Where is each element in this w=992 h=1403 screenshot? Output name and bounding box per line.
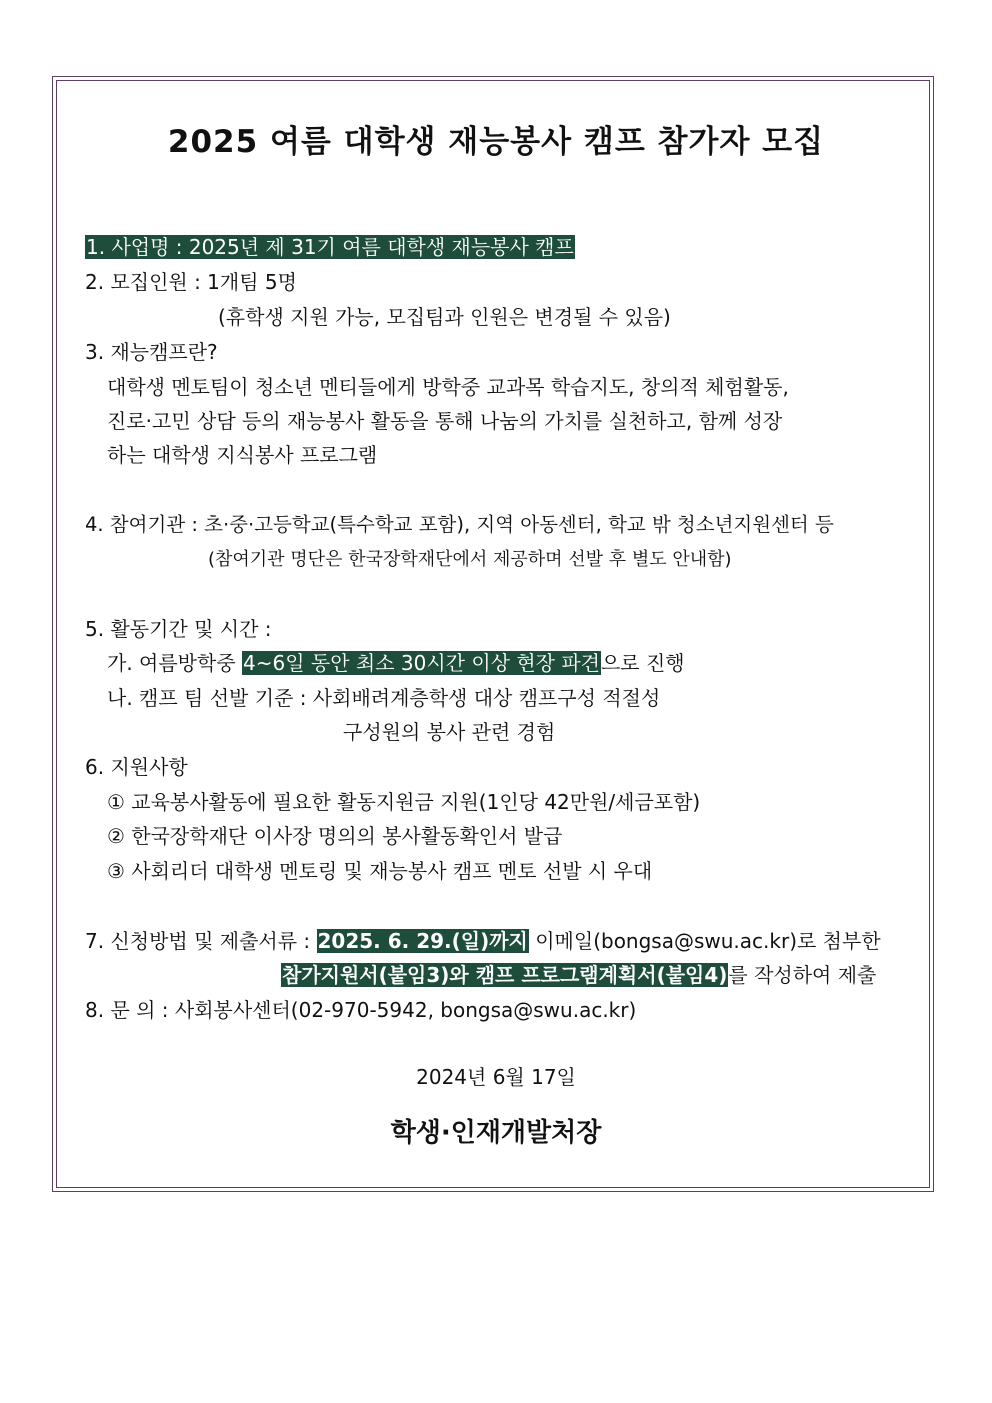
item-7-mid: 이메일(bongsa@swu.ac.kr)로 첨부한 <box>528 929 881 953</box>
item-1 <box>85 234 575 260</box>
item-2-note: (휴학생 지원 가능, 모집팀과 인원은 변경될 수 있음) <box>218 305 671 329</box>
item-5-a-suffix: 으로 진행 <box>600 651 685 675</box>
page-title: 2025 여름 대학생 재능봉사 캠프 참가자 모집 <box>167 124 825 160</box>
item-3-line-2: 진로·고민 상담 등의 재능봉사 활동을 통해 나눔의 가치를 실천하고, 함께 성장 <box>107 409 783 433</box>
item-7-docs <box>281 962 876 988</box>
signature: 학생·인재개발처장 <box>390 1118 602 1148</box>
item-2: 2. 모집인원 : 1개팀 5명 <box>85 270 297 294</box>
item-5-a <box>107 650 685 676</box>
item-8: 8. 문 의 : 사회봉사센터(02-970-5942, bongsa@swu.ac.kr) <box>85 998 637 1022</box>
item-3-heading: 3. 재능캠프란? <box>85 340 218 364</box>
item-5-b: 나. 캠프 팀 선발 기준 : 사회배려계층학생 대상 캠프구성 적절성 <box>107 686 661 710</box>
item-7 <box>85 928 881 954</box>
item-3-line-1: 대학생 멘토팀이 청소년 멘티들에게 방학중 교과목 학습지도, 창의적 체험활동, <box>107 375 789 399</box>
deadline-highlight: 2025. 6. 29.(일)까지 <box>317 929 528 953</box>
item-3-line-3: 하는 대학생 지식봉사 프로그램 <box>107 443 378 467</box>
issue-date: 2024년 6월 17일 <box>416 1065 576 1089</box>
item-4: 4. 참여기관 : 초·중·고등학교(특수학교 포함), 지역 아동센터, 학교 밖 청소년지원센터 등 <box>85 513 834 536</box>
item-4-note: (참여기관 명단은 한국장학재단에서 제공하며 선발 후 별도 안내함) <box>208 549 732 570</box>
item-1-highlight: 1. 사업명 : 2025년 제 31기 여름 대학생 재능봉사 캠프 <box>86 235 574 259</box>
item-5-a-highlight: 4~6일 동안 최소 30시간 이상 현장 파견 <box>243 651 600 675</box>
item-6-support-3: ③ 사회리더 대학생 멘토링 및 재능봉사 캠프 멘토 선발 시 우대 <box>107 859 653 883</box>
item-5-a-prefix: 가. 여름방학중 <box>107 651 242 675</box>
item-7-suffix: 를 작성하여 제출 <box>728 963 877 987</box>
item-5-b-cont: 구성원의 봉사 관련 경험 <box>343 720 556 744</box>
item-6-support-1: ① 교육봉사활동에 필요한 활동지원금 지원(1인당 42만원/세금포함) <box>107 790 701 814</box>
item-6-heading: 6. 지원사항 <box>85 755 188 779</box>
docs-highlight: 참가지원서(붙임3)와 캠프 프로그램계획서(붙임4) <box>282 963 728 987</box>
item-6-support-2: ② 한국장학재단 이사장 명의의 봉사활동확인서 발급 <box>107 824 563 848</box>
item-5-heading: 5. 활동기간 및 시간 : <box>85 617 272 641</box>
item-7-prefix: 7. 신청방법 및 제출서류 : <box>85 929 317 953</box>
